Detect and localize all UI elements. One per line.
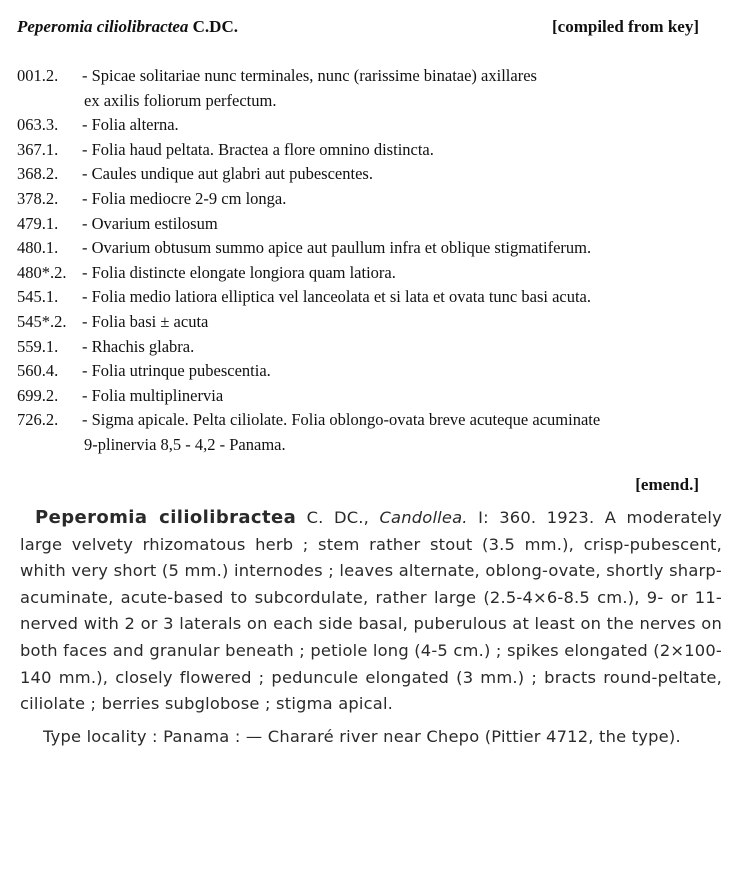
- key-entry: [17, 212, 732, 237]
- key-entry-number: 479.1.: [17, 213, 59, 233]
- key-entry-number: 367.1.: [17, 139, 59, 159]
- emend-label: [emend.]: [635, 475, 699, 494]
- key-entry: [17, 408, 732, 457]
- key-entry-text: - Folia utrinque pubescentia.: [82, 361, 271, 381]
- species-author: C.DC.: [192, 17, 238, 36]
- key-entry-number: 545.1.: [17, 287, 59, 307]
- species-heading: [17, 17, 238, 37]
- source-note: [compiled from key]: [552, 17, 699, 36]
- key-entry: [17, 64, 732, 113]
- key-entry-text: - Caules undique aut glabri aut pubescentes.: [82, 164, 373, 184]
- description-paragraph: [20, 505, 722, 718]
- key-entry-number: 480.1.: [17, 238, 59, 258]
- key-entry: [17, 285, 732, 310]
- key-entry-number: 559.1.: [17, 336, 59, 356]
- type-locality: Type locality : Panama : — Chararé river near Chepo (Pittier 4712, the type).: [43, 726, 681, 746]
- key-entry: [17, 359, 732, 384]
- key-entry-number: 560.4.: [17, 361, 59, 381]
- key-entry: [17, 162, 732, 187]
- description-title: Peperomia ciliolibractea: [35, 507, 297, 528]
- species-description: [20, 505, 722, 750]
- key-entry-number: 378.2.: [17, 188, 59, 208]
- key-entry-text: - Ovarium obtusum summo apice aut paullum infra et oblique stigmatiferum.: [82, 238, 592, 258]
- description-citation: I: 360. 1923.: [478, 508, 595, 527]
- description-body: A moderately large velvety rhizomatous herb ; stem rather stout (3.5 mm.), crisp-pubescent, whith very short (5 mm.) internodes ; leaves alternate, oblong-ovate, shortly sharp-acuminate, acute-based to subcordulate, rather large (2.5-4×6-8.5 cm.), 9- or 11-nerved with 2 or 3 laterals on each side basal, puberulous at least on the nerves on both faces and granular beneath ; petiole long (4-5 cm.) ; spikes elongated (2×100-140 mm.), closely flowered ; peduncule elongated (3 mm.) ; bracts round-peltate, ciliolate ; berries subglobose ; stigma apical.: [20, 508, 722, 714]
- key-entry: [17, 384, 732, 409]
- key-entry: [17, 187, 732, 212]
- key-entry-text: - Folia haud peltata. Bractea a flore omnino distincta.: [82, 139, 434, 159]
- key-entry: [17, 310, 732, 335]
- key-entry: [17, 236, 732, 261]
- key-entry-text: - Folia mediocre 2-9 cm longa.: [82, 188, 287, 208]
- key-entry-text: - Folia multiplinervia: [82, 385, 224, 405]
- key-entry-text: - Folia distincte elongate longiora quam latiora.: [82, 262, 396, 282]
- key-entry-number: 368.2.: [17, 164, 59, 184]
- key-entry-continuation: 9-plinervia 8,5 - 4,2 - Panama.: [84, 434, 286, 454]
- key-entry-number: 001.2.: [17, 66, 59, 85]
- key-entry-text: - Ovarium estilosum: [82, 213, 218, 233]
- key-entry-text: - Sigma apicale. Pelta ciliolate. Folia oblongo-ovata breve acuteque acuminate: [82, 410, 601, 430]
- key-entry-number: 063.3.: [17, 115, 59, 135]
- key-entry-number: 480*.2.: [17, 262, 67, 282]
- key-entry-text: - Folia alterna.: [82, 115, 179, 135]
- key-entry: [17, 261, 732, 286]
- key-entry-number: 726.2.: [17, 410, 59, 430]
- key-entry-number: 545*.2.: [17, 311, 67, 331]
- key-entry: [17, 138, 732, 163]
- key-entry-number: 699.2.: [17, 385, 59, 405]
- species-name: Peperomia ciliolibractea: [17, 17, 189, 36]
- key-entry-text: - Rhachis glabra.: [82, 336, 195, 356]
- description-journal: Candollea.: [379, 508, 468, 527]
- key-entry-continuation: ex axilis foliorum perfectum.: [84, 90, 277, 110]
- key-list: [17, 64, 732, 458]
- key-entry-text: - Spicae solitariae nunc terminales, nunc (rarissime binatae) axillares: [82, 66, 537, 85]
- description-author-citation: C. DC.,: [306, 508, 370, 527]
- key-entry: [17, 113, 732, 138]
- key-entry-text: - Folia basi ± acuta: [82, 311, 209, 331]
- key-entry: [17, 335, 732, 360]
- key-entry-text: - Folia medio latiora elliptica vel lanceolata et si lata et ovata tunc basi acuta.: [82, 287, 592, 307]
